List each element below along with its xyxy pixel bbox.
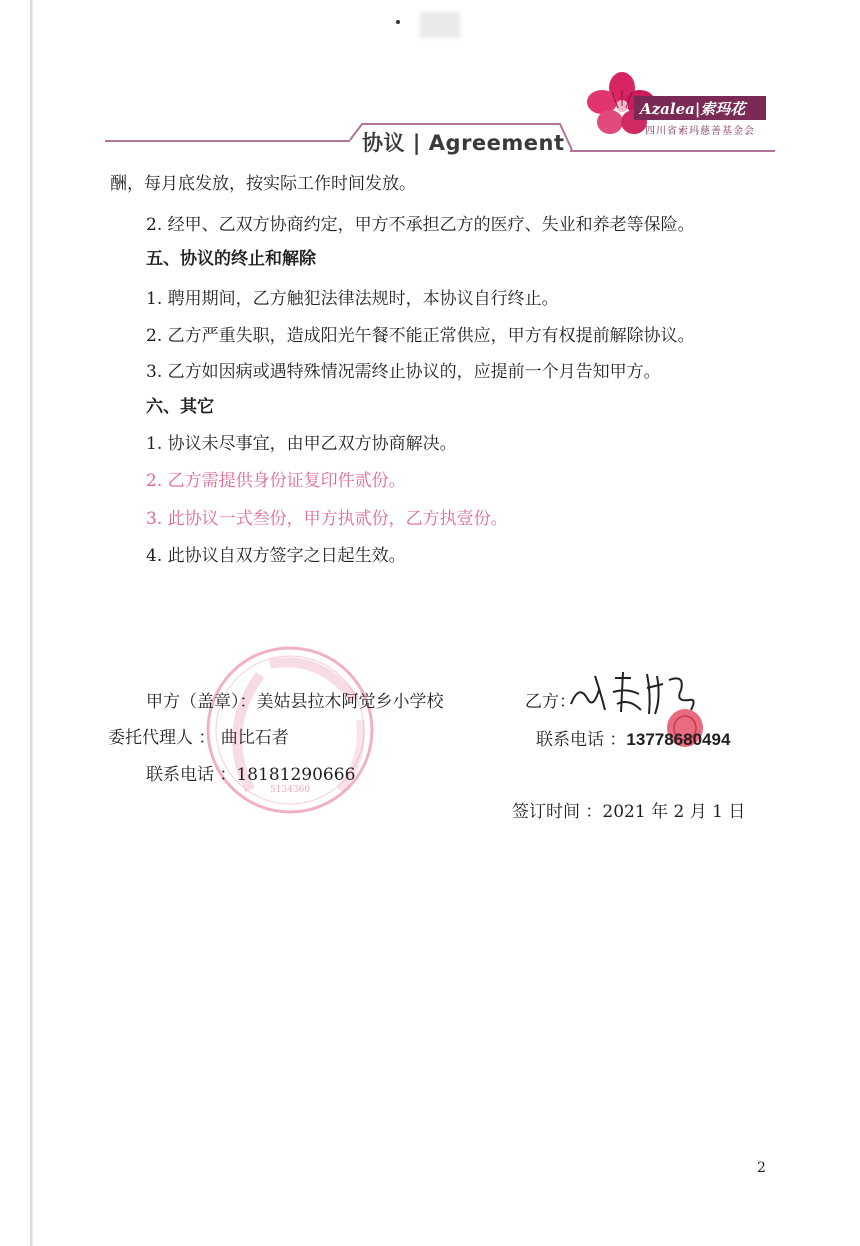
- header-title: 协议 | Agreement: [362, 131, 565, 155]
- paragraph-continuation: 酬，每月底发放，按实际工作时间发放。: [110, 174, 416, 194]
- page-number: 2: [757, 1160, 766, 1176]
- logo-brand: Azalea|索玛花: [640, 100, 746, 118]
- clause-6-3: 3. 此协议一式叁份，甲方执贰份，乙方执壹份。: [146, 509, 508, 529]
- clause-4-2: 2. 经甲、乙双方协商约定，甲方不承担乙方的医疗、失业和养老等保险。: [146, 215, 695, 235]
- header-rule-right: [570, 150, 775, 152]
- clause-6-1: 1. 协议未尽事宜，由甲乙双方协商解决。: [146, 434, 457, 454]
- scan-dot: [396, 20, 400, 24]
- party-b-phone-label: 联系电话 ：: [536, 730, 627, 750]
- logo-subtitle: 四川省索玛慈善基金会: [645, 126, 755, 137]
- party-b-phone-line: [536, 728, 730, 752]
- foundation-logo: [582, 70, 782, 150]
- clause-5-2: 2. 乙方严重失职，造成阳光午餐不能正常供应，甲方有权提前解除协议。: [146, 326, 695, 346]
- svg-text:5134360: 5134360: [270, 785, 311, 795]
- clause-6-2: 2. 乙方需提供身份证复印件贰份。: [146, 471, 406, 491]
- agent-line: 委托代理人 ： 曲比石者: [108, 728, 289, 748]
- party-a-line: 甲方（盖章）：美姑县拉木阿觉乡小学校: [146, 692, 444, 712]
- scan-smudge: [420, 12, 460, 38]
- party-b-phone-number: 13778680494: [626, 730, 731, 749]
- page-edge: [30, 0, 33, 1246]
- header-rule-left: [105, 140, 350, 142]
- clause-6-4: 4. 此协议自双方签字之日起生效。: [146, 546, 406, 566]
- party-b-label: 乙方：: [525, 692, 576, 712]
- section-5-heading: 五、协议的终止和解除: [146, 249, 316, 269]
- party-a-phone: 联系电话 ：18181290666: [146, 765, 356, 785]
- section-6-heading: 六、其它: [146, 397, 214, 417]
- clause-5-3: 3. 乙方如因病或遇特殊情况需终止协议的，应提前一个月告知甲方。: [146, 362, 661, 382]
- sign-date: 签订时间 ：2021 年 2 月 1 日: [512, 802, 746, 822]
- clause-5-1: 1. 聘用期间，乙方触犯法律法规时，本协议自行终止。: [146, 289, 559, 309]
